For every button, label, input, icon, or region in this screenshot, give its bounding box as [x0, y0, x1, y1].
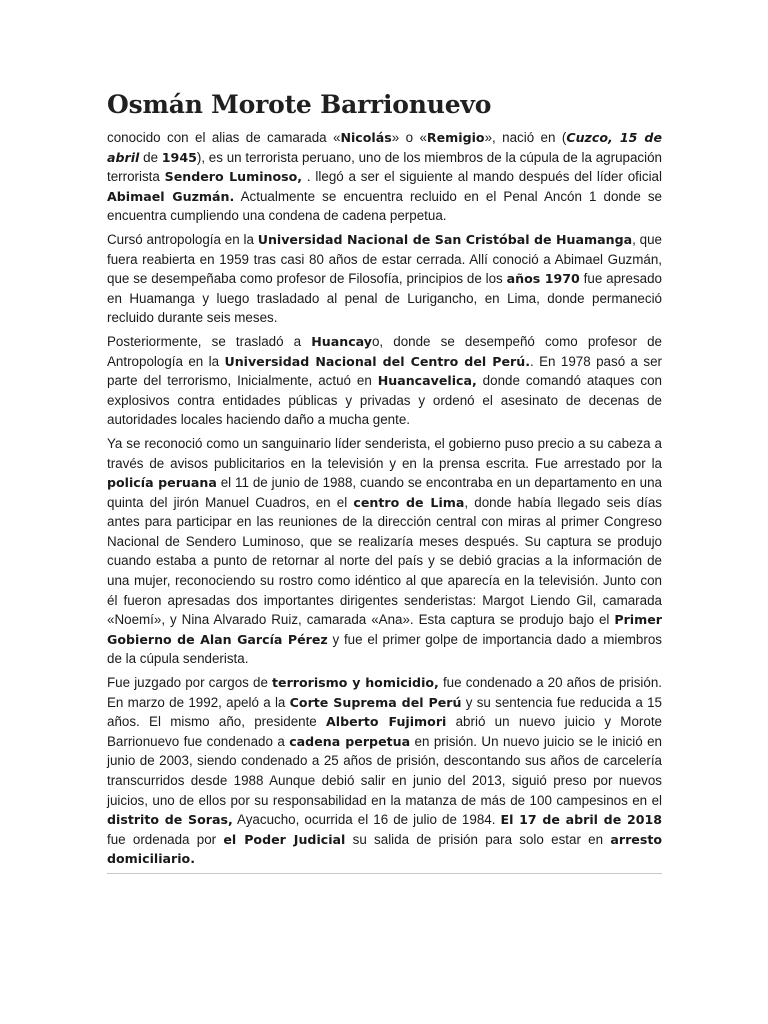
text-run: Ayacucho, ocurrida el 16 de julio de 1984. [232, 812, 501, 828]
text-run: en prisión. Un nuevo juicio se le inició en junio de 2003, siendo condenado a 25 años de prisión, descontando sus años de carcelería transcurridos desde 1988 Aunque debió salir en junio del 2013, siguió preso por nuevos juicios, uno de ellos por su responsabilidad en la matanza de más de 100 campesinos en el [107, 733, 662, 808]
document-page [107, 88, 662, 874]
text-run: ), es un terrorista peruano, uno de los miembros de la cúpula de la agrupación terrorista [107, 149, 662, 185]
bold-term: Corte Suprema del Perú [289, 694, 462, 710]
bold-term: El 17 de abril de 2018 [500, 812, 662, 828]
paragraph-4 [107, 434, 662, 669]
bold-term: cadena perpetua [289, 733, 411, 749]
text-run: conocido con el alias de camarada « [107, 130, 341, 145]
paragraph-2 [107, 230, 662, 328]
bold-term: Alberto Fujimori [326, 714, 447, 730]
text-run: y fue el primer golpe de importancia dado a miembros de la cúpula senderista. [107, 631, 662, 667]
text-run: » o « [391, 130, 427, 145]
bold-term: Sendero Luminoso, [164, 169, 303, 185]
text-run: donde comandó ataques con explosivos contra entidades públicas y privadas y ordenó el asesinato de decenas de autoridades locales haciendo daño a mucha gente. [107, 373, 662, 428]
text-run: Cursó antropología en la [107, 231, 258, 247]
bold-term: distrito de Soras, [107, 812, 233, 828]
bottom-divider [107, 873, 662, 874]
bold-term: centro de Lima [353, 494, 465, 510]
bold-term: Huancavelica, [377, 373, 477, 389]
bold-term: Abimael Guzmán. [107, 188, 235, 204]
page-title: Osmán Morote Barrionuevo [107, 90, 492, 119]
text-run: fue condenado a 20 años de prisión. En marzo de 1992, apeló a la [107, 675, 662, 710]
text-run: , donde había llegado seis días antes para participar en las reuniones de la dirección central con miras al primer Congreso Nacional de Sendero Luminoso, que se realizaría meses después. Su captura se produjo cuando estaba a punto de retornar al norte del país y se debió gracias a la información de una mujer, reconociendo su rostro como idéntico al que aparecía en la televisión. Junto con él fueron apresadas dos importantes dirigentes senderistas: Margot Liendo Gil, camarada «Noemí», y Nina Alvarado Ruiz, camarada «Ana». Esta captura se produjo bajo el [107, 494, 662, 628]
bold-term: años 1970 [506, 271, 580, 287]
bold-term: arresto domiciliario. [107, 831, 662, 867]
text-run: . llegó a ser el siguiente al mando después del líder oficial [302, 169, 662, 185]
bold-term: Primer Gobierno de Alan García Pérez [107, 612, 662, 647]
text-run: , que fuera reabierta en 1959 tras casi 80 años de estar cerrada. Allí conoció a Abimael Guzmán, que se desempeñaba como profesor de Filosofía, principios de los [107, 231, 662, 287]
text-run: fue ordenada por [107, 831, 224, 847]
paragraph-5 [107, 673, 662, 869]
text-run: y su sentencia fue reducida a 15 años. El mismo año, presidente [107, 694, 662, 730]
bold-term: 1945 [161, 149, 197, 165]
paragraph-1 [107, 128, 662, 226]
text-run: Posteriormente, se trasladó a [107, 333, 312, 349]
text-run: de [139, 149, 162, 165]
paragraph-3 [107, 332, 662, 430]
text-run: fue apresado en Huamanga y luego trasladado al penal de Lurigancho, en Lima, donde permaneció recluido durante seis meses. [107, 271, 662, 326]
article-body [107, 128, 662, 869]
bold-term: Universidad Nacional del Centro del Perú. [224, 353, 530, 369]
bold-term: Cuzco, 15 de abril [107, 130, 662, 165]
text-run: o, donde se desempeñó como profesor de Antropología en la [107, 333, 662, 369]
bold-term: terrorismo y homicidio, [272, 675, 439, 691]
bold-term: Nicolás [340, 130, 392, 145]
bold-term: Huancay [311, 333, 372, 349]
bold-term: el Poder Judicial [223, 831, 346, 847]
bold-term: Universidad Nacional de San Cristóbal de Huamanga [257, 231, 633, 247]
text-run: Actualmente se encuentra recluido en el Penal Ancón 1 donde se encuentra cumpliendo una condena de cadena perpetua. [107, 188, 662, 224]
bold-term: policía peruana [107, 475, 217, 491]
text-run: Ya se reconoció como un sanguinario líder senderista, el gobierno puso precio a su cabeza a través de avisos publicitarios en la televisión y en la prensa escrita. Fue arrestado por la [107, 435, 662, 471]
text-run: Fue juzgado por cargos de [107, 675, 273, 691]
bold-term: Remigio [426, 130, 485, 145]
text-run: su salida de prisión para solo estar en [345, 831, 611, 847]
text-run: », nació en ( [484, 130, 567, 145]
text-run: el 11 de junio de 1988, cuando se encontraba en un departamento en una quinta del jirón Manuel Cuadros, en el [107, 475, 662, 510]
text-run: . En 1978 pasó a ser parte del terrorismo, Inicialmente, actuó en [107, 353, 662, 389]
text-run: abrió un nuevo juicio y Morote Barrionuevo fue condenado a [107, 714, 662, 749]
